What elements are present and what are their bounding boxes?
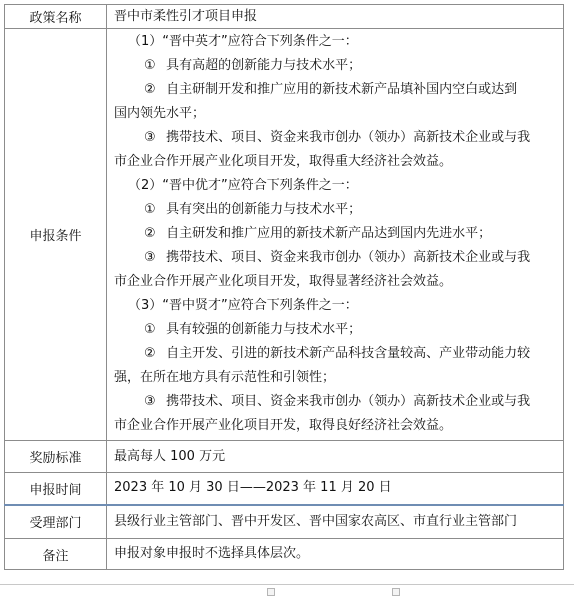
condition-number: ① <box>144 322 156 337</box>
conditions-list <box>114 30 555 438</box>
condition-item <box>114 342 555 366</box>
condition-text: 自主研发和推广应用的新技术新产品达到国内先进水平； <box>166 226 492 241</box>
department-label: 受理部门 <box>5 505 107 539</box>
condition-text: 携带技术、项目、资金来我市创办（领办）高新技术企业或与我 <box>166 130 531 145</box>
condition-item <box>114 222 555 246</box>
condition-item <box>114 246 555 270</box>
conditions-cell <box>107 29 564 441</box>
condition-item <box>114 318 555 342</box>
condition-number: ③ <box>144 130 156 145</box>
row-apply-time <box>5 473 564 505</box>
condition-number: ③ <box>144 394 156 409</box>
department-value <box>107 505 564 539</box>
condition-text: 携带技术、项目、资金来我市创办（领办）高新技术企业或与我 <box>166 394 531 409</box>
conditions-label: 申报条件 <box>5 29 107 441</box>
condition-number: ② <box>144 226 156 241</box>
apply-time-value <box>107 473 564 505</box>
apply-time-label: 申报时间 <box>5 473 107 505</box>
condition-text: 具有突出的创新能力与技术水平； <box>166 202 362 217</box>
condition-text: 自主研制开发和推广应用的新技术新产品填补国内空白或达到 <box>166 82 518 97</box>
policy-name-text: 晋中市柔性引才项目申报 <box>114 8 258 24</box>
remark-label: 备注 <box>5 539 107 570</box>
tier-heading: （3）“晋中贤才”应符合下列条件之一： <box>128 298 358 313</box>
condition-text: 携带技术、项目、资金来我市创办（领办）高新技术企业或与我 <box>166 250 531 265</box>
condition-text: 自主开发、引进的新技术新产品科技含量较高、产业带动能力较 <box>166 346 531 361</box>
condition-text-continued: 国内领先水平； <box>114 106 206 121</box>
row-conditions <box>5 29 564 441</box>
condition-text-continued: 市企业合作开展产业化项目开发，取得良好经济社会效益。 <box>114 418 453 433</box>
tier-heading: （2）“晋中优才”应符合下列条件之一： <box>128 178 358 193</box>
row-remark <box>5 539 564 570</box>
row-reward <box>5 441 564 473</box>
row-policy-name <box>5 5 564 29</box>
condition-number: ① <box>144 58 156 73</box>
condition-text-continued: 市企业合作开展产业化项目开发，取得重大经济社会效益。 <box>114 154 453 169</box>
reward-text: 最高每人 100 万元 <box>114 448 226 464</box>
condition-item <box>114 126 555 150</box>
row-department <box>5 505 564 539</box>
policy-name-label: 政策名称 <box>5 5 107 29</box>
condition-item <box>114 198 555 222</box>
department-text: 县级行业主管部门、晋中开发区、晋中国家农高区、市直行业主管部门 <box>114 513 518 529</box>
condition-text: 具有高超的创新能力与技术水平； <box>166 58 362 73</box>
condition-number: ② <box>144 346 156 361</box>
next-page-edge <box>0 584 574 596</box>
condition-item <box>114 78 555 102</box>
condition-item <box>114 390 555 414</box>
remark-text: 申报对象申报时不选择具体层次。 <box>114 546 310 561</box>
condition-text-continued: 强，在所在地方具有示范性和引领性； <box>114 370 336 385</box>
reward-value <box>107 441 564 473</box>
policy-table <box>4 4 564 570</box>
remark-value <box>107 539 564 570</box>
condition-number: ③ <box>144 250 156 265</box>
reward-label: 奖励标准 <box>5 441 107 473</box>
policy-name-value <box>107 5 564 29</box>
tier-heading: （1）“晋中英才”应符合下列条件之一： <box>128 34 358 49</box>
condition-text: 具有较强的创新能力与技术水平； <box>166 322 362 337</box>
condition-number: ② <box>144 82 156 97</box>
policy-sheet <box>4 4 564 570</box>
condition-item <box>114 54 555 78</box>
condition-text-continued: 市企业合作开展产业化项目开发，取得显著经济社会效益。 <box>114 274 453 289</box>
apply-time-text: 2023 年 10 月 30 日——2023 年 11 月 20 日 <box>114 480 392 496</box>
condition-number: ① <box>144 202 156 217</box>
